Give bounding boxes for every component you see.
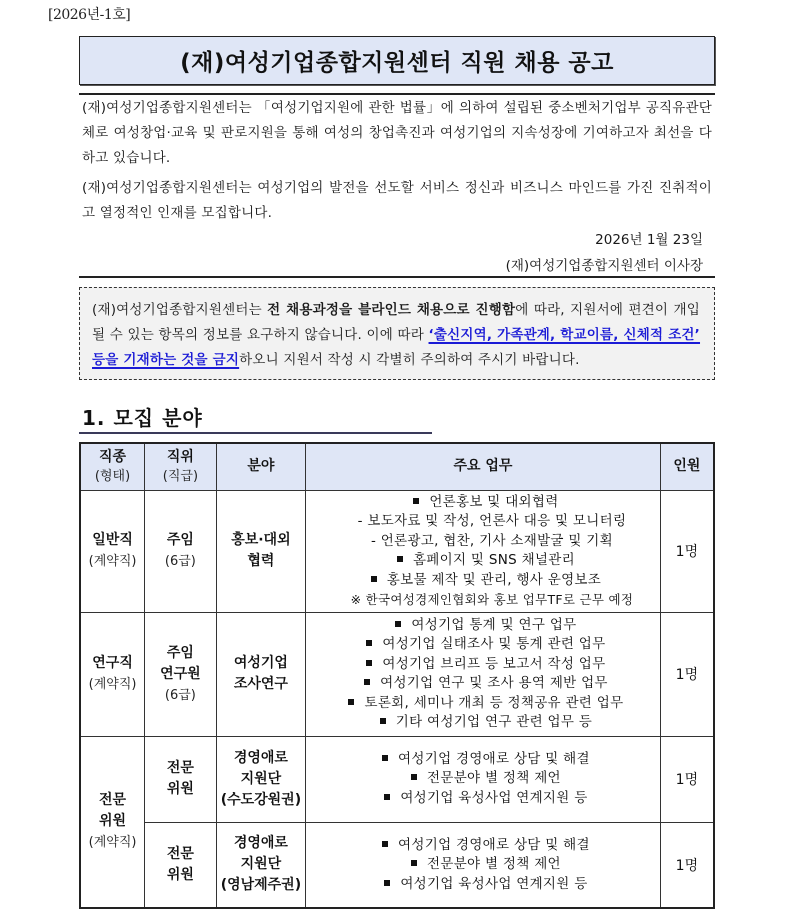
- cell-duties: [306, 822, 661, 908]
- field-region: (영남제주권): [220, 877, 302, 894]
- duty-item: [314, 571, 654, 591]
- position: 위원: [166, 866, 194, 883]
- square-bullet-icon: [382, 841, 388, 847]
- duty-item: [314, 616, 654, 636]
- position: 위원: [166, 781, 194, 797]
- duty-item: [314, 694, 654, 714]
- duty-text: 기타 여성기업 연구 관련 업무 등: [395, 714, 593, 730]
- notice-text-2: 에 따라, 지원서에 편견이 개입될 수 있는 항목의 정보를 요구하지 않습니다. 이에 따라: [92, 302, 700, 343]
- square-bullet-icon: [364, 679, 370, 685]
- duty-item: [314, 836, 654, 856]
- position: 연구원: [160, 665, 201, 682]
- duty-item: [314, 875, 654, 895]
- notice-bold-text: 전 채용과정을 블라인드 채용으로 진행함: [267, 302, 516, 318]
- duty-item: [314, 750, 654, 770]
- square-bullet-icon: [371, 576, 377, 582]
- duty-item: [314, 769, 654, 789]
- field-line: 협력: [247, 553, 275, 569]
- blind-recruitment-notice: [79, 287, 715, 380]
- section-heading: 1. 모집 분야: [82, 406, 203, 430]
- field-line: 여성기업: [233, 655, 288, 671]
- cell-job-type: [80, 490, 145, 612]
- notice-text-3: 하오니 지원서 작성 시 각별히 주의하여 주시기 바랍니다.: [239, 352, 580, 368]
- cell-count: 1명: [660, 490, 714, 612]
- cell-field: [216, 822, 305, 908]
- job-type: 위원: [99, 813, 127, 830]
- duty-item: [314, 674, 654, 694]
- duty-subitem: - 보도자료 및 작성, 언론사 대응 및 모니터링: [357, 513, 627, 529]
- announcement-date: 2026년 1월 23일: [595, 232, 703, 248]
- duty-text: 여성기업 육성사업 연계지원 등: [400, 789, 588, 806]
- duty-text: 여성기업 브리프 등 보고서 작성 업무: [382, 655, 606, 672]
- field-line: 경영애로: [233, 835, 288, 852]
- cell-field: [216, 490, 305, 612]
- duty-item: [314, 551, 654, 571]
- duty-text: 여성기업 육성사업 연계지원 등: [400, 875, 588, 892]
- header-job-type: [80, 443, 145, 490]
- duty-item: [314, 789, 654, 809]
- square-bullet-icon: [384, 880, 390, 886]
- intro-paragraph-1: (재)여성기업종합지원센터는 「여성기업지원에 관한 법률」에 의하여 설립된 중소벤처기업부 공직유관단체로 여성창업·교육 및 판로지원을 통해 여성의 창업촉진과 여성기업의 지속성장에 기여하고자 최선을 다하고 있습니다.: [82, 100, 712, 166]
- cell-job-type: [80, 612, 145, 736]
- field-region: (수도강원권): [220, 791, 302, 808]
- table-row: [80, 736, 714, 822]
- cell-position: [145, 490, 217, 612]
- header-position-label: 직위: [166, 448, 194, 465]
- duty-text: 언론홍보 및 대외협력: [429, 493, 559, 510]
- cell-position: [145, 736, 217, 822]
- prohibited-items-emphasis: ‘출신지역, 가족관계, 학교이름, 신체적 조건’ 등을 기재하는 것을 금지: [92, 327, 701, 368]
- square-bullet-icon: [366, 640, 372, 646]
- cell-field: [216, 612, 305, 736]
- field-line: 조사연구: [233, 676, 288, 692]
- square-bullet-icon: [366, 660, 372, 666]
- duty-note: ※ 한국여성경제인협회와 홍보 업무TF로 근무 예정: [350, 592, 634, 607]
- duty-text: 여성기업 연구 및 조사 용역 제반 업무: [380, 675, 608, 691]
- signatory: (재)여성기업종합지원센터 이사장: [505, 258, 703, 274]
- square-bullet-icon: [380, 718, 386, 724]
- header-duties: 주요 업무: [306, 443, 661, 490]
- duty-item: [314, 493, 654, 513]
- square-bullet-icon: [413, 498, 419, 504]
- table-row: [80, 822, 714, 908]
- cell-job-type: [80, 736, 145, 908]
- title-banner: [79, 36, 715, 85]
- duty-text: 여성기업 경영애로 상담 및 해결: [398, 836, 590, 853]
- header-job-type-label: 직종: [99, 448, 127, 465]
- recruitment-table: [79, 442, 715, 909]
- duty-text: 홍보물 제작 및 관리, 행사 운영보조: [386, 571, 602, 588]
- table-row: [80, 612, 714, 736]
- square-bullet-icon: [397, 556, 403, 562]
- job-type: 일반직: [92, 532, 133, 548]
- header-count: 인원: [660, 443, 714, 490]
- duty-text: 토론회, 세미나 개최 등 정책공유 관련 업무: [364, 694, 624, 711]
- table-header-row: [80, 443, 714, 490]
- cell-position: [145, 822, 217, 908]
- duty-text: 전문분야 별 정책 제언: [427, 856, 561, 872]
- field-line: 홍보·대외: [231, 532, 291, 548]
- cell-duties: [306, 612, 661, 736]
- cell-duties: [306, 736, 661, 822]
- cell-duties: [306, 490, 661, 612]
- duty-item: [314, 855, 654, 875]
- square-bullet-icon: [348, 699, 354, 705]
- top-divider: [79, 93, 715, 95]
- cell-count: 1명: [660, 736, 714, 822]
- table-row: [80, 490, 714, 612]
- job-type-sub: (계약직): [88, 554, 137, 569]
- square-bullet-icon: [411, 860, 417, 866]
- square-bullet-icon: [411, 774, 417, 780]
- cell-count: 1명: [660, 822, 714, 908]
- header-field: 분야: [216, 443, 305, 490]
- section-underline: [79, 432, 432, 434]
- job-type: 연구직: [92, 655, 133, 671]
- field-line: 지원단: [240, 856, 282, 873]
- notice-text-1: (재)여성기업종합지원센터는: [92, 302, 268, 318]
- duty-item: [314, 635, 654, 655]
- intro-paragraph-2: (재)여성기업종합지원센터는 여성기업의 발전을 선도할 서비스 정신과 비즈니스 마인드를 가진 진취적이고 열정적인 인재를 모집합니다.: [82, 180, 712, 221]
- header-job-type-sub: (형태): [94, 468, 131, 484]
- position: 전문: [166, 845, 194, 862]
- header-position: [145, 443, 217, 490]
- job-type: 전문: [99, 792, 127, 809]
- duty-subitem: - 언론광고, 협찬, 기사 소재발굴 및 기획: [370, 532, 613, 549]
- field-line: 경영애로: [233, 749, 288, 766]
- cell-position: [145, 612, 217, 736]
- page-title: (재)여성기업종합지원센터 직원 채용 공고: [180, 50, 614, 76]
- job-type-sub: (계약직): [88, 835, 137, 851]
- position: 전문: [166, 760, 194, 776]
- duty-item: [314, 655, 654, 675]
- bottom-divider: [79, 276, 715, 278]
- duty-text: 홈페이지 및 SNS 채널관리: [412, 552, 575, 568]
- square-bullet-icon: [384, 794, 390, 800]
- duty-text: 여성기업 통계 및 연구 업무: [411, 616, 577, 633]
- cell-count: 1명: [660, 612, 714, 736]
- header-position-sub: (직급): [162, 468, 199, 484]
- position-grade: (6급): [164, 554, 196, 569]
- position-grade: (6급): [164, 687, 196, 703]
- document-number: [2026년-1호]: [48, 7, 131, 23]
- job-type-sub: (계약직): [88, 677, 137, 692]
- duty-text: 여성기업 경영애로 상담 및 해결: [398, 750, 590, 767]
- duty-text: 전문분야 별 정책 제언: [427, 770, 561, 787]
- field-line: 지원단: [240, 770, 282, 787]
- square-bullet-icon: [395, 621, 401, 627]
- duty-text: 여성기업 실태조사 및 통계 관련 업무: [382, 636, 606, 652]
- square-bullet-icon: [382, 755, 388, 761]
- position: 주임: [166, 532, 194, 548]
- cell-field: [216, 736, 305, 822]
- duty-item: [314, 713, 654, 733]
- position: 주임: [166, 644, 194, 661]
